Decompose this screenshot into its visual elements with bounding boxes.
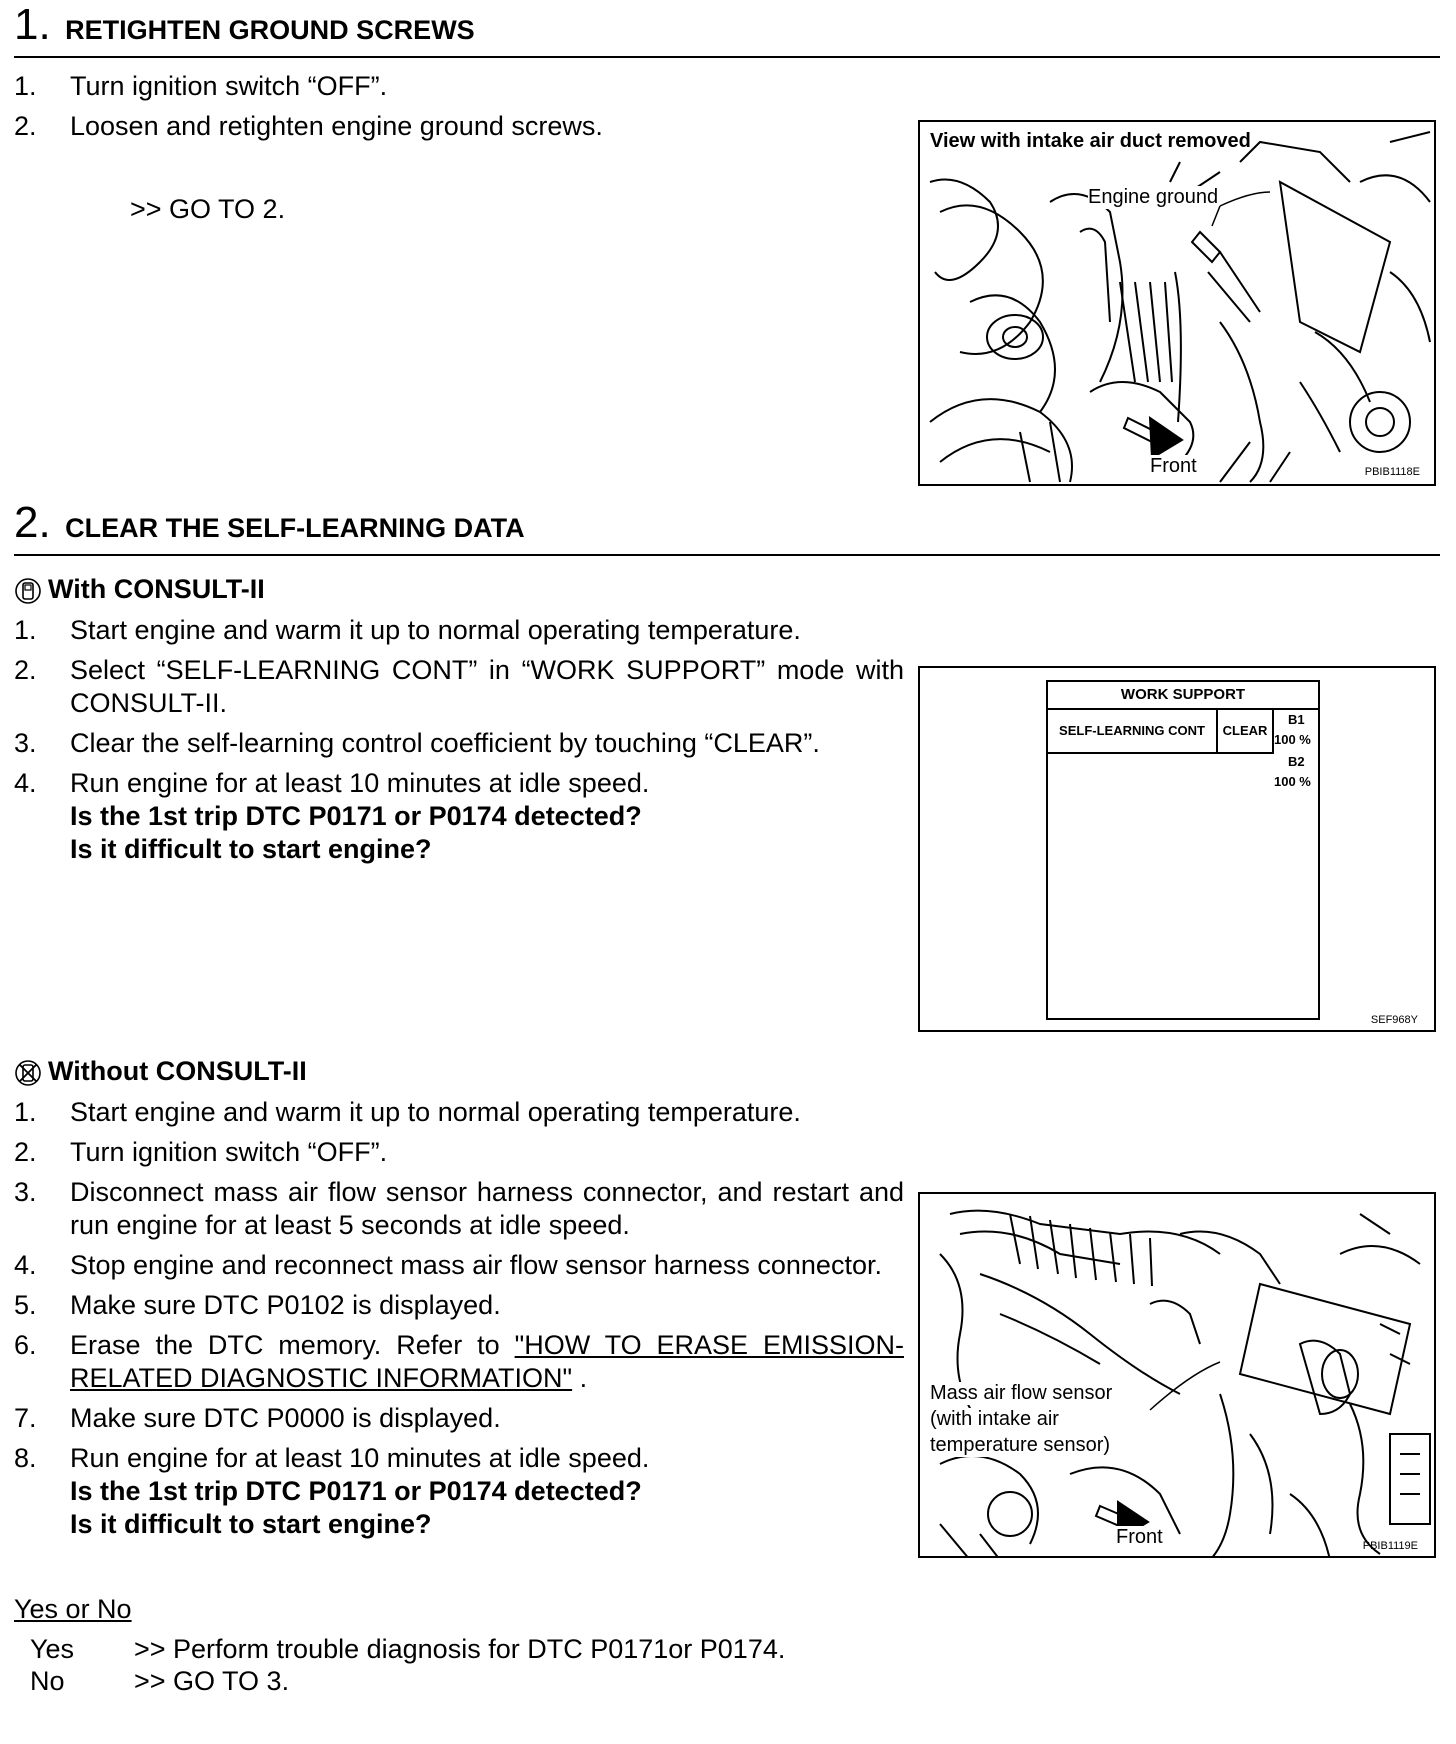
item-number: 3.: [14, 1177, 37, 1207]
item-number: 5.: [14, 1290, 37, 1320]
without-consult-list: [14, 1096, 904, 1548]
step-number: 1: [14, 0, 39, 49]
with-consult-heading: [14, 574, 265, 605]
label-front: Front: [1150, 455, 1197, 477]
bank-2-label: B2: [1288, 754, 1305, 769]
figure-engine-ground: [918, 120, 1436, 486]
list-item: [14, 614, 904, 647]
item-text: Turn ignition switch “OFF”.: [70, 1137, 388, 1167]
list-item: [14, 1289, 904, 1322]
with-consult-list: [14, 614, 904, 873]
item-number: 8.: [14, 1443, 37, 1473]
figure-code: PBIB1118E: [1364, 466, 1420, 478]
question-dtc: Is the 1st trip DTC P0171 or P0174 detected?: [70, 1476, 642, 1506]
item-text-after: .: [572, 1363, 588, 1393]
list-item: [14, 767, 904, 866]
item-text: Loosen and retighten engine ground screws.: [70, 111, 603, 141]
item-text: Make sure DTC P0000 is displayed.: [70, 1403, 501, 1433]
figure-maf-sensor: [918, 1192, 1436, 1558]
step-title: RETIGHTEN GROUND SCREWS: [65, 15, 475, 45]
without-consult-heading: [14, 1056, 307, 1087]
figure-caption: View with intake air duct removed: [930, 130, 1251, 152]
item-text: Run engine for at least 10 minutes at idle speed.: [70, 768, 650, 798]
goto-text: >> GO TO 2.: [130, 194, 286, 224]
list-item: [14, 727, 904, 760]
bank-1-label: B1: [1288, 712, 1305, 727]
clear-button: CLEAR: [1218, 710, 1274, 754]
list-item: [14, 1249, 904, 1282]
item-number: 2.: [14, 111, 37, 141]
maf-sensor-illustration: [920, 1194, 1436, 1558]
item-number: 4.: [14, 768, 37, 798]
list-item: [14, 1329, 904, 1395]
answer-no-key: No: [30, 1666, 65, 1696]
item-text: Make sure DTC P0102 is displayed.: [70, 1290, 501, 1320]
without-consult-label: Without CONSULT-II: [48, 1056, 307, 1086]
figure-work-support: [918, 666, 1436, 1032]
figure-code: PBIB1119E: [1362, 1540, 1418, 1552]
answer-no: [30, 1666, 289, 1697]
step-1-header: [14, 0, 475, 60]
item-number: 3.: [14, 728, 37, 758]
question-start: Is it difficult to start engine?: [70, 1509, 432, 1539]
item-number: 6.: [14, 1330, 37, 1360]
consult-screen: [1046, 680, 1320, 1020]
item-text: Run engine for at least 10 minutes at idle speed.: [70, 1443, 650, 1473]
list-item: [14, 1402, 904, 1435]
item-text: Start engine and warm it up to normal operating temperature.: [70, 615, 801, 645]
divider: [14, 56, 1440, 58]
step-number: 2: [14, 498, 39, 547]
item-text: Turn ignition switch “OFF”.: [70, 71, 388, 101]
question-dtc: Is the 1st trip DTC P0171 or P0174 detected?: [70, 801, 642, 831]
no-consult-icon: [14, 1059, 42, 1087]
answer-yes: [30, 1634, 785, 1665]
list-item: [14, 1442, 904, 1541]
list-item: [14, 70, 904, 103]
item-text: Disconnect mass air flow sensor harness connector, and restart and run engine for at least 5 seconds at idle speed.: [70, 1177, 904, 1240]
item-number: 1.: [14, 71, 37, 101]
self-learning-row-label: SELF-LEARNING CONT: [1048, 710, 1218, 754]
item-number: 2.: [14, 1137, 37, 1167]
label-maf-sensor: Mass air flow sensor: [930, 1382, 1113, 1404]
bank-1-value: 100 %: [1274, 732, 1311, 747]
engine-ground-illustration: [920, 122, 1436, 486]
step-title: CLEAR THE SELF-LEARNING DATA: [65, 513, 525, 543]
list-item: [14, 110, 904, 143]
divider: [14, 554, 1440, 556]
consult-icon: [14, 577, 42, 605]
item-text: Clear the self-learning control coefficient by touching “CLEAR”.: [70, 728, 820, 758]
label-maf-sensor-sub1: (with intake air: [930, 1408, 1059, 1430]
yes-or-no-heading: Yes or No: [14, 1594, 132, 1624]
label-maf-sensor-sub2: temperature sensor): [930, 1434, 1111, 1456]
item-text: Start engine and warm it up to normal operating temperature.: [70, 1097, 801, 1127]
answer-no-text: >> GO TO 3.: [134, 1666, 290, 1696]
step-1-list: [14, 70, 904, 150]
item-text-before: Erase the DTC memory. Refer to: [70, 1330, 515, 1360]
list-item: [14, 654, 904, 720]
item-text: Stop engine and reconnect mass air flow sensor harness connector.: [70, 1250, 882, 1280]
list-item: [14, 1176, 904, 1242]
answer-yes-key: Yes: [30, 1634, 75, 1664]
list-item: [14, 1136, 904, 1169]
label-engine-ground: Engine ground: [1088, 186, 1219, 208]
item-number: 1.: [14, 1097, 37, 1127]
erase-dtc-link[interactable]: "HOW TO ERASE EMISSION-RELATED DIAGNOSTIC INFORMATION": [70, 1330, 904, 1393]
question-start: Is it difficult to start engine?: [70, 834, 432, 864]
label-front: Front: [1116, 1526, 1163, 1548]
list-item: [14, 1096, 904, 1129]
step-2-header: [14, 498, 525, 558]
with-consult-label: With CONSULT-II: [48, 574, 265, 604]
item-number: 4.: [14, 1250, 37, 1280]
step-number-dot: .: [38, 0, 51, 49]
answer-yes-text: >> Perform trouble diagnosis for DTC P0171or P0174.: [134, 1634, 786, 1664]
item-text: Select “SELF-LEARNING CONT” in “WORK SUPPORT” mode with CONSULT-II.: [70, 655, 904, 718]
bank-2-value: 100 %: [1274, 774, 1311, 789]
item-number: 2.: [14, 655, 37, 685]
work-support-header: WORK SUPPORT: [1048, 682, 1318, 710]
item-number: 1.: [14, 615, 37, 645]
step-number-dot: .: [38, 498, 51, 547]
figure-code: SEF968Y: [1370, 1014, 1418, 1026]
item-number: 7.: [14, 1403, 37, 1433]
